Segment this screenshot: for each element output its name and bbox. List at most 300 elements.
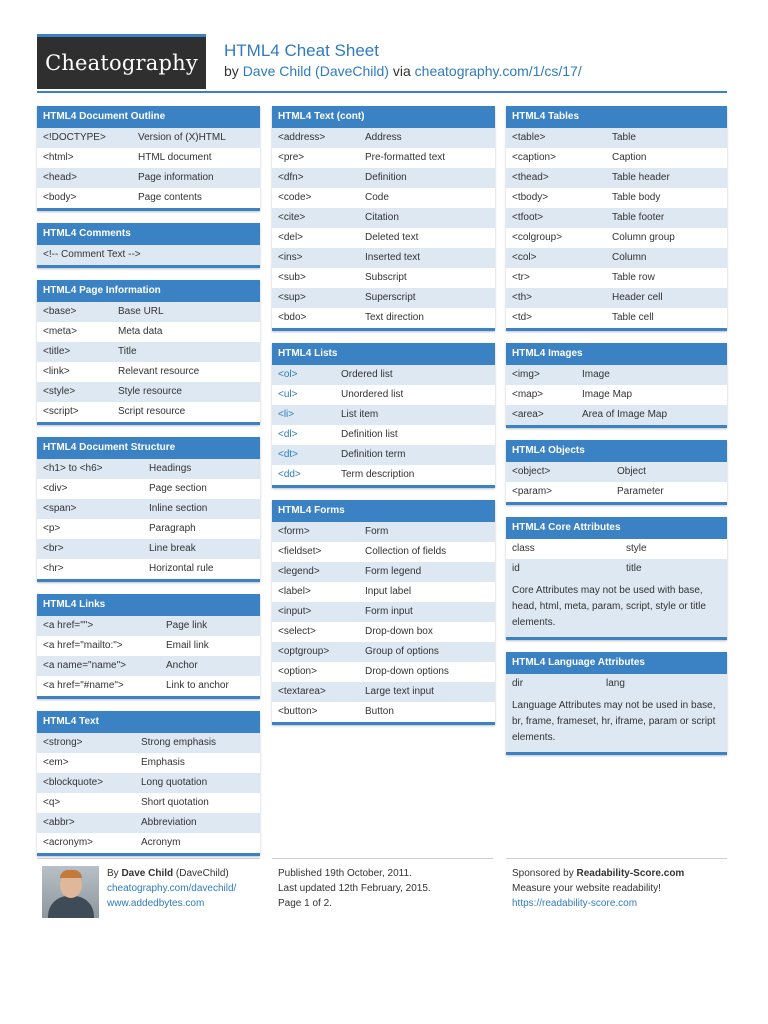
row-description: Input label (365, 586, 412, 597)
row-key: <a href="mailto:"> (43, 640, 123, 651)
table-row (37, 382, 260, 402)
section-title: HTML4 Language Attributes (506, 652, 727, 674)
row-key: <table> (512, 132, 546, 143)
row-key: <fieldset> (278, 546, 322, 557)
row-key: <dl> (278, 429, 298, 440)
footer-page-count: Page 1 of 2. (278, 898, 332, 909)
row-description: Drop-down box (365, 626, 433, 637)
footer-sponsor-prefix: Sponsored by (512, 868, 574, 879)
table-row (272, 288, 495, 308)
table-row (37, 499, 260, 519)
table-row (37, 519, 260, 539)
row-description: Anchor (166, 660, 198, 671)
footer-sponsor-name[interactable]: Readability-Score.com (576, 868, 685, 879)
section-rows (37, 128, 260, 208)
row-key: <ul> (278, 389, 298, 400)
footer-sponsor-line (512, 866, 684, 881)
row-key: <dt> (278, 449, 299, 460)
row-key: <th> (512, 292, 533, 303)
row-key: <cite> (278, 212, 306, 223)
row-description: Headings (149, 463, 192, 474)
row-description: Acronym (141, 837, 181, 848)
table-row (506, 148, 727, 168)
row-key: <title> (43, 346, 71, 357)
section-rows (506, 462, 727, 502)
row-key: <select> (278, 626, 316, 637)
row-description: Short quotation (141, 797, 209, 808)
section-title: HTML4 Tables (506, 106, 727, 128)
table-row (37, 813, 260, 833)
row-description: Table header (612, 172, 670, 183)
row-key: <hr> (43, 563, 64, 574)
row-key: <legend> (278, 566, 320, 577)
footer-sponsor-tagline: Measure your website readability! (512, 883, 661, 894)
section-rows (272, 522, 495, 722)
language-attributes-note: Language Attributes may not be used in base, br, frame, frameset, hr, iframe, param or script elements. (506, 694, 727, 752)
row-key: <em> (43, 757, 69, 768)
footer-sponsor-block (512, 866, 684, 911)
section-bottom-bar (506, 637, 727, 640)
section-language-attributes (506, 652, 727, 755)
row-description: lang (606, 678, 625, 689)
row-description: Base URL (118, 306, 164, 317)
row-key: <base> (43, 306, 77, 317)
section-bottom-bar (506, 328, 727, 331)
row-key: <map> (512, 389, 544, 400)
table-row (272, 622, 495, 642)
table-row (37, 676, 260, 696)
table-row (37, 539, 260, 559)
table-row (272, 188, 495, 208)
footer-updated: Last updated 12th February, 2015. (278, 883, 431, 894)
table-row (37, 402, 260, 422)
table-row (37, 168, 260, 188)
row-key: <tfoot> (512, 212, 544, 223)
table-row (272, 168, 495, 188)
row-key: <p> (43, 523, 61, 534)
section-text (37, 711, 260, 856)
section-bottom-bar (506, 502, 727, 505)
section-images (506, 343, 727, 428)
row-key: <blockquote> (43, 777, 104, 788)
table-row (272, 445, 495, 465)
row-key: <meta> (43, 326, 77, 337)
section-document-structure (37, 437, 260, 582)
row-description: Pre-formatted text (365, 152, 446, 163)
table-row (506, 268, 727, 288)
row-key: <address> (278, 132, 326, 143)
row-description: Drop-down options (365, 666, 449, 677)
section-rows (506, 128, 727, 328)
row-description: Definition term (341, 449, 406, 460)
row-description: Form (365, 526, 389, 537)
table-row (272, 465, 495, 485)
footer-divider-3 (506, 858, 727, 859)
section-bottom-bar (272, 485, 495, 488)
section-bottom-bar (37, 696, 260, 699)
section-title: HTML4 Document Outline (37, 106, 260, 128)
row-description: Table footer (612, 212, 665, 223)
row-key: <acronym> (43, 837, 94, 848)
table-row (272, 228, 495, 248)
table-row (506, 308, 727, 328)
row-key: <!DOCTYPE> (43, 132, 106, 143)
row-key: id (512, 563, 520, 574)
row-description: Form legend (365, 566, 422, 577)
row-key: <del> (278, 232, 304, 243)
row-key: <html> (43, 152, 74, 163)
table-row (272, 148, 495, 168)
row-key: <sup> (278, 292, 306, 303)
via-label: via (392, 63, 411, 79)
table-row (272, 128, 495, 148)
table-row (272, 385, 495, 405)
table-row (37, 773, 260, 793)
row-description: Horizontal rule (149, 563, 214, 574)
row-key: class (512, 543, 535, 554)
footer-published: Published 19th October, 2011. (278, 868, 412, 879)
footer-author-block (107, 866, 236, 911)
table-row (506, 482, 727, 502)
row-key: <caption> (512, 152, 556, 163)
footer-profile-link[interactable]: cheatography.com/davechild/ (107, 883, 237, 894)
row-key: <style> (43, 386, 76, 397)
row-key: <a href=""> (43, 620, 94, 631)
row-key: <dfn> (278, 172, 304, 183)
section-title: HTML4 Images (506, 343, 727, 365)
row-description: Address (365, 132, 402, 143)
table-row (37, 733, 260, 753)
table-row (506, 674, 727, 694)
row-description: Version of (X)HTML (138, 132, 226, 143)
footer-divider-2 (272, 858, 493, 859)
row-description: Form input (365, 606, 413, 617)
row-key: <object> (512, 466, 551, 477)
row-key: <textarea> (278, 686, 326, 697)
sheet-url-link[interactable]: cheatography.com/1/cs/17/ (414, 63, 582, 79)
byline (224, 63, 582, 79)
row-description: Paragraph (149, 523, 196, 534)
row-key: <img> (512, 369, 540, 380)
table-row (272, 702, 495, 722)
row-description: Page information (138, 172, 214, 183)
row-description: Inline section (149, 503, 208, 514)
table-row (506, 228, 727, 248)
footer-author-name: Dave Child (121, 868, 174, 879)
section-title: HTML4 Forms (272, 500, 495, 522)
row-description: Page link (166, 620, 208, 631)
by-label: by (224, 63, 239, 79)
row-description: Large text input (365, 686, 434, 697)
table-row (506, 188, 727, 208)
section-title: HTML4 Page Information (37, 280, 260, 302)
table-row (272, 365, 495, 385)
row-key: <strong> (43, 737, 83, 748)
table-row (37, 302, 260, 322)
section-lists (272, 343, 495, 488)
section-bottom-bar (272, 722, 495, 725)
row-description: Code (365, 192, 389, 203)
table-row (37, 459, 260, 479)
row-description: Title (118, 346, 137, 357)
table-row (37, 636, 260, 656)
table-row (506, 462, 727, 482)
table-row (37, 793, 260, 813)
table-row (272, 268, 495, 288)
table-row (37, 559, 260, 579)
row-key: <option> (278, 666, 317, 677)
row-key: <q> (43, 797, 61, 808)
row-key: <input> (278, 606, 312, 617)
column-2 (272, 106, 495, 737)
section-rows (37, 245, 260, 265)
table-row (506, 128, 727, 148)
table-row (272, 308, 495, 328)
section-rows (506, 365, 727, 425)
row-description: Object (617, 466, 646, 477)
footer-sponsor-url[interactable]: https://readability-score.com (512, 898, 638, 909)
section-title: HTML4 Text (37, 711, 260, 733)
row-key: <body> (43, 192, 77, 203)
row-key: <ol> (278, 369, 298, 380)
section-title: HTML4 Links (37, 594, 260, 616)
row-description: Strong emphasis (141, 737, 217, 748)
row-description: Ordered list (341, 369, 393, 380)
row-key: <a name="name"> (43, 660, 126, 671)
section-tables (506, 106, 727, 331)
row-description: Inserted text (365, 252, 421, 263)
table-row (506, 248, 727, 268)
row-key: <li> (278, 409, 295, 420)
table-row (37, 656, 260, 676)
row-key: <!-- Comment Text --> (43, 249, 141, 260)
row-description: Relevant resource (118, 366, 200, 377)
table-row (37, 245, 260, 265)
row-description: Superscript (365, 292, 416, 303)
table-row (506, 559, 727, 579)
section-rows (272, 128, 495, 328)
row-description: Column group (612, 232, 675, 243)
row-key: <ins> (278, 252, 303, 263)
core-attributes-note: Core Attributes may not be used with base, head, html, meta, param, script, style or title elements. (506, 579, 727, 637)
table-row (272, 405, 495, 425)
section-links (37, 594, 260, 699)
section-bottom-bar (506, 425, 727, 428)
row-key: <span> (43, 503, 77, 514)
table-row (272, 562, 495, 582)
row-key: <script> (43, 406, 79, 417)
footer-divider-1 (37, 858, 260, 859)
table-row (37, 833, 260, 853)
row-description: Script resource (118, 406, 186, 417)
section-rows (37, 616, 260, 696)
row-description: Meta data (118, 326, 163, 337)
table-row (37, 616, 260, 636)
row-key: <link> (43, 366, 70, 377)
row-key: <optgroup> (278, 646, 330, 657)
page-title: HTML4 Cheat Sheet (224, 41, 379, 60)
section-rows (506, 674, 727, 694)
section-bottom-bar (37, 265, 260, 268)
footer-by-label: By (107, 868, 119, 879)
table-row (506, 208, 727, 228)
table-row (37, 479, 260, 499)
row-key: <button> (278, 706, 318, 717)
header-divider (37, 91, 727, 93)
section-bottom-bar (37, 422, 260, 425)
row-key: <a href="#name"> (43, 680, 124, 691)
row-description: Link to anchor (166, 680, 229, 691)
table-row (272, 582, 495, 602)
footer-website-link[interactable]: www.addedbytes.com (107, 898, 205, 909)
footer-author-handle: (DaveChild) (175, 868, 229, 879)
row-description: Caption (612, 152, 647, 163)
table-row (506, 365, 727, 385)
row-description: Column (612, 252, 647, 263)
row-key: <h1> to <h6> (43, 463, 103, 474)
row-description: Page contents (138, 192, 202, 203)
table-row (506, 539, 727, 559)
section-rows (37, 459, 260, 579)
footer-author-line (107, 866, 236, 881)
row-description: Table row (612, 272, 655, 283)
section-title: HTML4 Core Attributes (506, 517, 727, 539)
table-row (272, 602, 495, 622)
section-bottom-bar (37, 208, 260, 211)
row-key: <br> (43, 543, 64, 554)
table-row (506, 385, 727, 405)
cheatography-logo[interactable]: Cheatography (37, 37, 206, 89)
section-rows (272, 365, 495, 485)
row-description: List item (341, 409, 379, 420)
table-row (272, 425, 495, 445)
row-description: Citation (365, 212, 399, 223)
row-key: <colgroup> (512, 232, 563, 243)
row-description: Text direction (365, 312, 424, 323)
row-description: HTML document (138, 152, 212, 163)
section-page-information (37, 280, 260, 425)
row-key: dir (512, 678, 524, 689)
row-description: Definition (365, 172, 407, 183)
row-description: Unordered list (341, 389, 404, 400)
table-row (37, 362, 260, 382)
row-key: <col> (512, 252, 537, 263)
table-row (272, 542, 495, 562)
row-key: <area> (512, 409, 544, 420)
row-key: <div> (43, 483, 68, 494)
footer-publish-block (278, 866, 431, 911)
row-key: <dd> (278, 469, 301, 480)
row-key: <code> (278, 192, 312, 203)
row-description: Deleted text (365, 232, 419, 243)
section-text-cont (272, 106, 495, 331)
section-objects (506, 440, 727, 505)
section-bottom-bar (37, 853, 260, 856)
author-link[interactable]: Dave Child (DaveChild) (242, 63, 389, 79)
row-description: Line break (149, 543, 196, 554)
row-description: Image (582, 369, 610, 380)
row-key: <sub> (278, 272, 306, 283)
row-key: <pre> (278, 152, 305, 163)
avatar-hair (60, 870, 82, 878)
row-description: Image Map (582, 389, 633, 400)
row-description: Page section (149, 483, 207, 494)
table-row (272, 642, 495, 662)
section-rows (37, 302, 260, 422)
table-row (506, 288, 727, 308)
section-title: HTML4 Lists (272, 343, 495, 365)
row-description: Button (365, 706, 394, 717)
row-description: Email link (166, 640, 209, 651)
row-key: <label> (278, 586, 311, 597)
section-core-attributes (506, 517, 727, 640)
section-forms (272, 500, 495, 725)
row-description (243, 245, 260, 265)
row-key: <abbr> (43, 817, 75, 828)
row-key: <param> (512, 486, 553, 497)
row-description: Collection of fields (365, 546, 447, 557)
row-description: Definition list (341, 429, 398, 440)
row-description: title (626, 563, 642, 574)
section-title: HTML4 Comments (37, 223, 260, 245)
section-title: HTML4 Objects (506, 440, 727, 462)
row-key: <tr> (512, 272, 530, 283)
row-description: Term description (341, 469, 415, 480)
table-row (37, 753, 260, 773)
section-bottom-bar (506, 752, 727, 755)
row-description: Long quotation (141, 777, 208, 788)
table-row (272, 248, 495, 268)
section-title: HTML4 Document Structure (37, 437, 260, 459)
table-row (506, 405, 727, 425)
row-description: Abbreviation (141, 817, 197, 828)
row-key: <td> (512, 312, 533, 323)
row-description: Table body (612, 192, 661, 203)
row-description: Table (612, 132, 636, 143)
section-rows (506, 539, 727, 579)
row-description: Emphasis (141, 757, 185, 768)
author-avatar (42, 866, 99, 918)
section-rows (37, 733, 260, 853)
row-description: Style resource (118, 386, 182, 397)
row-description: style (626, 543, 647, 554)
section-comments (37, 223, 260, 268)
table-row (272, 662, 495, 682)
section-document-outline (37, 106, 260, 211)
row-description: Header cell (612, 292, 663, 303)
row-description: Parameter (617, 486, 664, 497)
column-1 (37, 106, 260, 868)
table-row (272, 682, 495, 702)
row-key: <thead> (512, 172, 549, 183)
row-key: <tbody> (512, 192, 549, 203)
column-3 (506, 106, 727, 767)
table-row (506, 168, 727, 188)
avatar-shirt (48, 896, 94, 918)
table-row (37, 342, 260, 362)
row-description: Table cell (612, 312, 654, 323)
table-row (37, 188, 260, 208)
row-description: Subscript (365, 272, 407, 283)
section-title: HTML4 Text (cont) (272, 106, 495, 128)
row-description: Area of Image Map (582, 409, 668, 420)
row-key: <head> (43, 172, 77, 183)
section-bottom-bar (272, 328, 495, 331)
row-description: Group of options (365, 646, 439, 657)
table-row (272, 208, 495, 228)
section-bottom-bar (37, 579, 260, 582)
row-key: <form> (278, 526, 310, 537)
